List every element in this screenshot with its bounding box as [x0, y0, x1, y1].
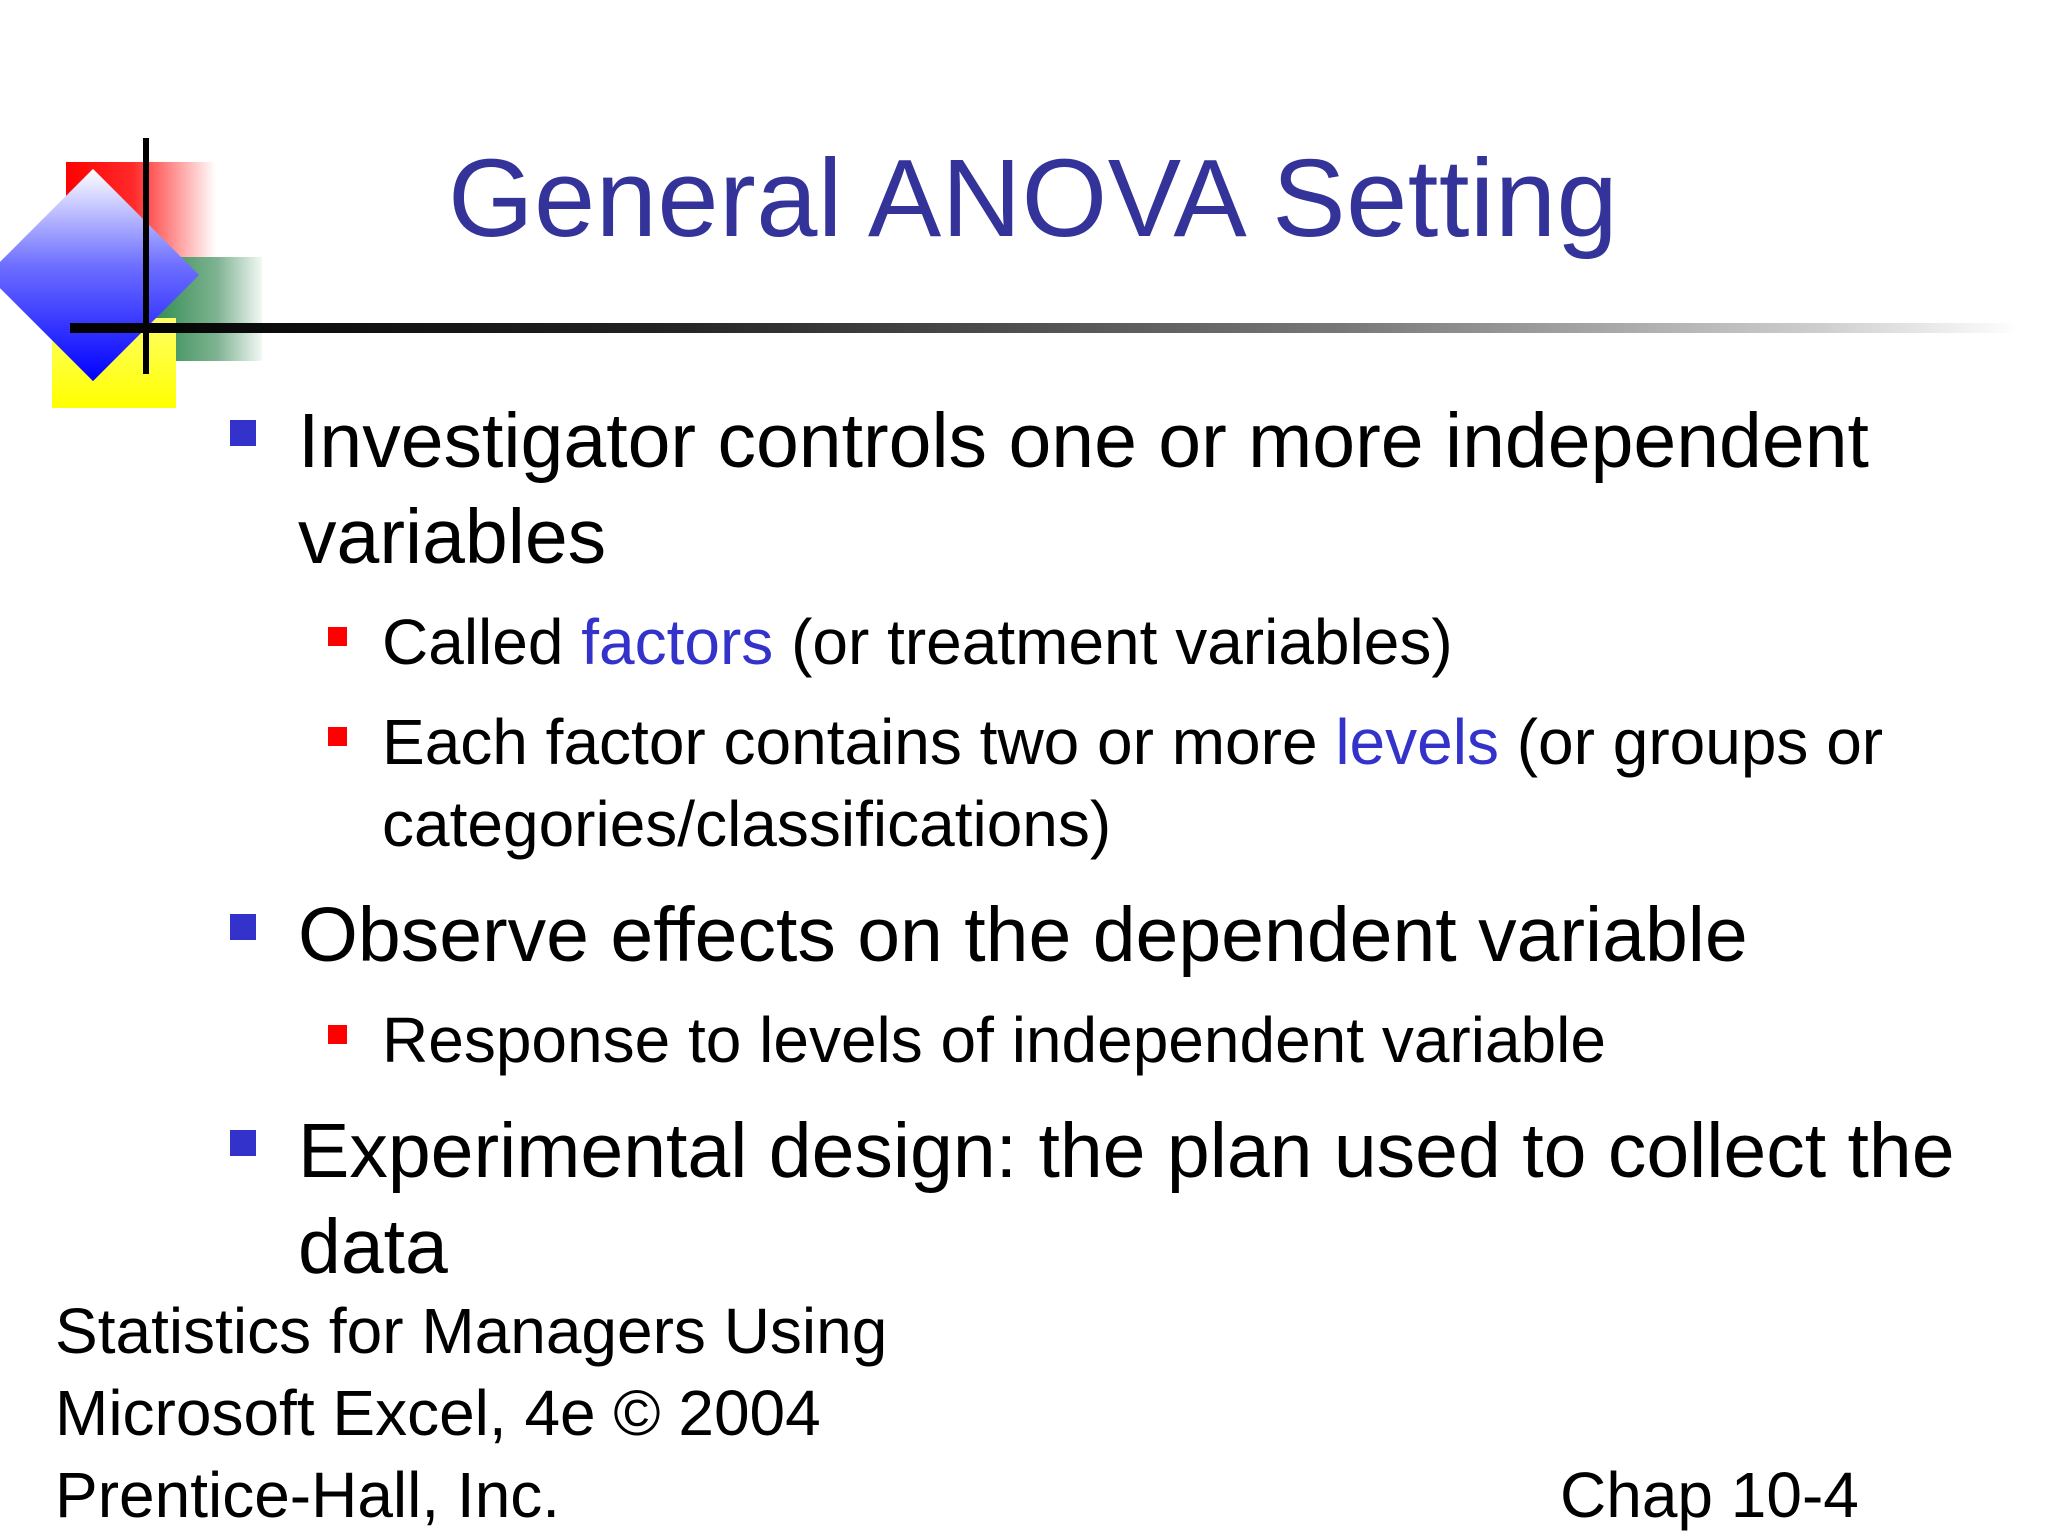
highlight-term: levels — [1335, 706, 1499, 778]
bullet-square-icon — [230, 1130, 256, 1156]
text-span: (or groups or categories/classifications) — [382, 706, 1884, 860]
bullet-square-icon — [230, 914, 256, 940]
slide-title: General ANOVA Setting — [448, 137, 1619, 260]
sub-bullet-square-icon — [328, 1025, 347, 1044]
text-span: Called — [382, 606, 582, 678]
highlight-term: factors — [581, 606, 774, 678]
bullet-text: Experimental design: the plan used to collect the data — [298, 1108, 1955, 1290]
sub-bullet-square-icon — [328, 727, 347, 746]
sub-bullet-text — [382, 601, 2022, 683]
bullet-text: Observe effects on the dependent variable — [298, 892, 1748, 978]
vertical-rule-line — [143, 138, 149, 374]
sub-bullet-text: Response to levels of independent variable — [382, 1004, 1606, 1076]
bullet-text: Investigator controls one or more independent variables — [298, 398, 1869, 580]
footer-citation: Statistics for Managers Using Microsoft Excel, 4e © 2004 Prentice-Hall, Inc. — [55, 1295, 888, 1531]
slide-logo-graphic — [0, 130, 270, 410]
bullet-square-icon — [230, 420, 256, 446]
text-span: (or treatment variables) — [773, 606, 1453, 678]
text-span: Each factor contains two or more — [382, 706, 1336, 778]
sub-bullet-square-icon — [328, 627, 347, 646]
footer-page-label: Chap 10-4 — [1560, 1459, 1859, 1531]
sub-bullet-text — [382, 701, 2022, 865]
title-underline-rule — [70, 323, 2020, 333]
